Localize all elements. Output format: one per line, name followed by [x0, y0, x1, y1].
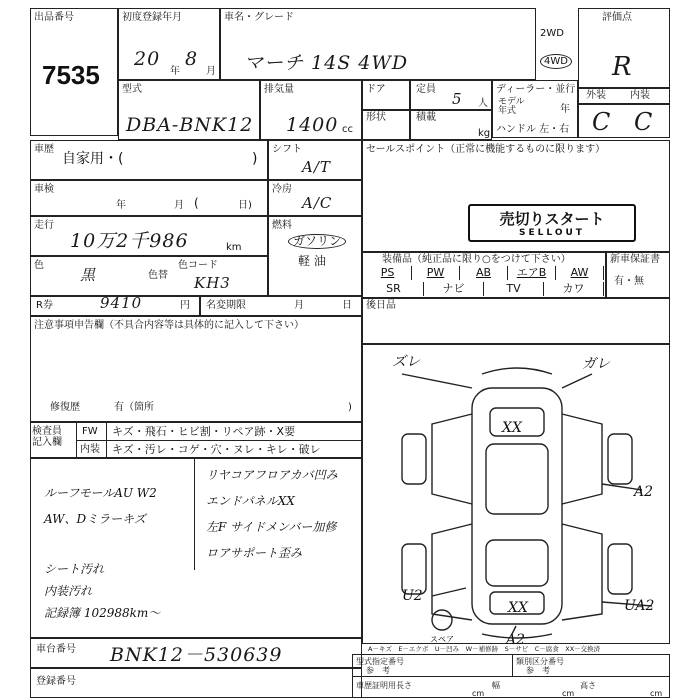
model-year-unit: 年	[560, 104, 570, 115]
recycle-value: 9410	[100, 294, 143, 312]
reg-cell	[30, 668, 362, 698]
diagram-mark-ua2-right: UA2	[624, 598, 655, 614]
color-label: 色	[34, 260, 44, 271]
remark-line: リヤコアフロアカバ凹み	[206, 468, 338, 482]
kg-unit: kg	[478, 128, 491, 139]
exterior-value: C	[592, 108, 612, 136]
spare-label: スペア	[430, 635, 454, 644]
chassis-label: 車台番号	[36, 644, 76, 655]
remark-line: 左F サイドメンバー加修	[206, 520, 337, 534]
car-type-close: )	[252, 151, 258, 167]
name-grade-label: 車名・グレード	[224, 12, 294, 23]
later-items-label: 後日品	[366, 300, 396, 311]
color-value: 黒	[80, 266, 97, 284]
capacity-label: 定員	[416, 84, 436, 95]
repair-label: 修復歴	[50, 402, 80, 413]
diagram-mark-a2-right: A2	[634, 484, 654, 500]
first-reg-year: 20	[134, 48, 161, 70]
remark-line: 内装汚れ	[44, 584, 93, 598]
reg-label: 登録番号	[36, 676, 76, 687]
remarks-divider	[194, 458, 195, 570]
footer-right-h	[352, 676, 670, 677]
height-label: 高さ	[580, 681, 596, 690]
handle-label: ハンドル 左・右	[496, 124, 570, 135]
remark-line: AW、Dミラーキズ	[44, 512, 146, 526]
sellout-sub: SELLOUT	[519, 228, 585, 238]
inspection-month-unit: 月	[174, 200, 184, 211]
inspection-paren-open: (	[194, 196, 199, 210]
sellout-title: 売切りスタート	[499, 210, 605, 228]
equipment-item: PS	[364, 266, 412, 280]
int-label: 内装	[80, 444, 100, 455]
fw-label: FW	[82, 426, 98, 437]
score-value: R	[612, 52, 633, 82]
auction-sheet	[30, 8, 670, 698]
later-items-cell	[362, 298, 670, 344]
shift-value: A/T	[302, 158, 331, 176]
color-change-label: 色替	[148, 270, 168, 281]
displacement-label: 排気量	[264, 84, 294, 95]
diagram-mark-xx-top: XX	[502, 420, 522, 436]
dealer-label: ディーラー・並行	[496, 84, 576, 95]
length-label: 長さ	[396, 681, 412, 690]
name-change-month: 月	[294, 300, 304, 311]
exterior-label: 外装	[586, 90, 606, 101]
warranty-options: 有・無	[614, 276, 644, 287]
damage-legend: A－キズ E－エクボ U－凹み W－補修跡 S－サビ C－腐食 XX－交換済	[368, 645, 601, 653]
capacity-value: 5	[452, 90, 463, 108]
car-type-label: 車歴	[34, 144, 54, 155]
model-label: 型式	[122, 84, 142, 95]
interior-label: 内装	[630, 90, 650, 101]
first-reg-year-unit: 年	[170, 66, 180, 77]
shift-label: シフト	[272, 144, 302, 155]
name-change-label: 名変期限	[206, 300, 246, 311]
first-reg-month-unit: 月	[206, 66, 216, 77]
ac-label: 冷房	[272, 184, 292, 195]
repair-close: )	[348, 402, 352, 413]
fw-items: キズ・飛石・ヒビ割・リペア跡・X要	[112, 425, 296, 438]
km-unit: km	[226, 242, 242, 253]
drive-2wd: 2WD	[540, 28, 564, 39]
equipment-item: SR	[364, 282, 424, 296]
equipment-item: カワ	[544, 282, 604, 296]
equipment-item: エアB	[508, 266, 556, 280]
int-items: キズ・汚レ・コゲ・穴・ヌレ・キレ・破レ	[112, 443, 321, 456]
diagram-mark-top-left: ズレ	[392, 354, 420, 370]
width-label: 幅	[492, 681, 500, 690]
car-diagram	[362, 344, 670, 644]
diagram-mark-a2-rear: A2	[506, 632, 526, 644]
cc-unit: cc	[342, 124, 353, 135]
warranty-label: 新車保証書	[610, 254, 660, 265]
equipment-item: TV	[484, 282, 544, 296]
fuel-label: 燃料	[272, 220, 292, 231]
person-unit: 人	[478, 98, 488, 109]
remark-line: ロアサポート歪み	[206, 546, 303, 560]
equipment-item: ナビ	[424, 282, 484, 296]
interior-value: C	[634, 108, 654, 136]
name-change-day: 日	[342, 300, 352, 311]
doors-label: ドア	[366, 84, 386, 95]
first-reg-month: 8	[185, 48, 199, 70]
displacement-value: 1400	[286, 114, 339, 136]
inspector-divider-h	[76, 440, 362, 441]
ref-label: 参 考	[366, 666, 390, 675]
equipment-item: PW	[412, 266, 460, 280]
equipment-label: 装備品（純正品に限り○をつけて下さい）	[382, 254, 571, 265]
width-unit: cm	[562, 689, 575, 698]
remark-line: ルーフモールAU W2	[44, 486, 157, 500]
lot-number-label: 出品番号	[34, 12, 74, 23]
equipment-row-2	[364, 282, 604, 296]
mileage-label: 走行	[34, 220, 54, 231]
footer-right-v	[512, 654, 513, 676]
fuel-value: ガソリン	[288, 234, 346, 249]
model-value: DBA-BNK12	[126, 114, 254, 136]
class-label: 類別区分番号	[516, 657, 564, 666]
inspection-cell	[30, 180, 268, 216]
yen-unit: 円	[180, 300, 190, 311]
model-no-label: 型式指定番号	[356, 657, 404, 666]
repair-value: 有（箇所	[114, 402, 154, 413]
diesel-label: 軽 油	[298, 254, 326, 268]
height-unit: cm	[650, 689, 663, 698]
diagram-mark-xx-rear: XX	[508, 600, 528, 616]
lot-number-value: 7535	[42, 60, 100, 90]
chassis-value: BNK12－530639	[110, 644, 283, 666]
remark-line: シート汚れ	[44, 562, 105, 576]
ref2-label: 参 考	[526, 666, 550, 675]
inspection-label: 車検	[34, 184, 54, 195]
drive-4wd: 4WD	[540, 54, 572, 69]
notes-label: 注意事項申告欄（不具合内容等は具体的に記入して下さい）	[34, 320, 304, 331]
score-label: 評価点	[602, 12, 632, 23]
inspector-label: 検査員 記入欄	[32, 426, 62, 448]
first-reg-label: 初度登録年月	[122, 12, 182, 23]
ac-value: A/C	[302, 194, 333, 212]
shape-label: 形状	[366, 112, 386, 123]
remark-line: エンドパネルXX	[206, 494, 295, 508]
equipment-row-1	[364, 266, 604, 280]
color-code-value: KH3	[194, 274, 231, 292]
inspection-day-unit: 日)	[238, 200, 252, 211]
size-label: 車歴証明用	[356, 681, 396, 690]
diagram-mark-u2-left: U2	[402, 588, 423, 604]
inspection-year-unit: 年	[116, 200, 126, 211]
sales-point-label: セールスポイント（正常に機能するものに限ります）	[366, 144, 606, 155]
color-code-label: 色コード	[178, 260, 218, 271]
diagram-mark-top-right: ガレ	[582, 356, 610, 372]
mileage-value: 10万2千986	[70, 230, 189, 252]
sellout-stamp	[468, 204, 636, 242]
equipment-item: AW	[556, 266, 604, 280]
load-label: 積載	[416, 112, 436, 123]
equipment-item: AB	[460, 266, 508, 280]
recycle-label: R券	[36, 300, 53, 311]
name-grade-value: マーチ 14S 4WD	[244, 52, 409, 74]
length-unit: cm	[472, 689, 485, 698]
model-year-label: モデル 年式	[498, 97, 525, 116]
car-type-value: 自家用・(	[62, 151, 124, 167]
remark-line: 記録簿 102988km～	[44, 606, 161, 620]
